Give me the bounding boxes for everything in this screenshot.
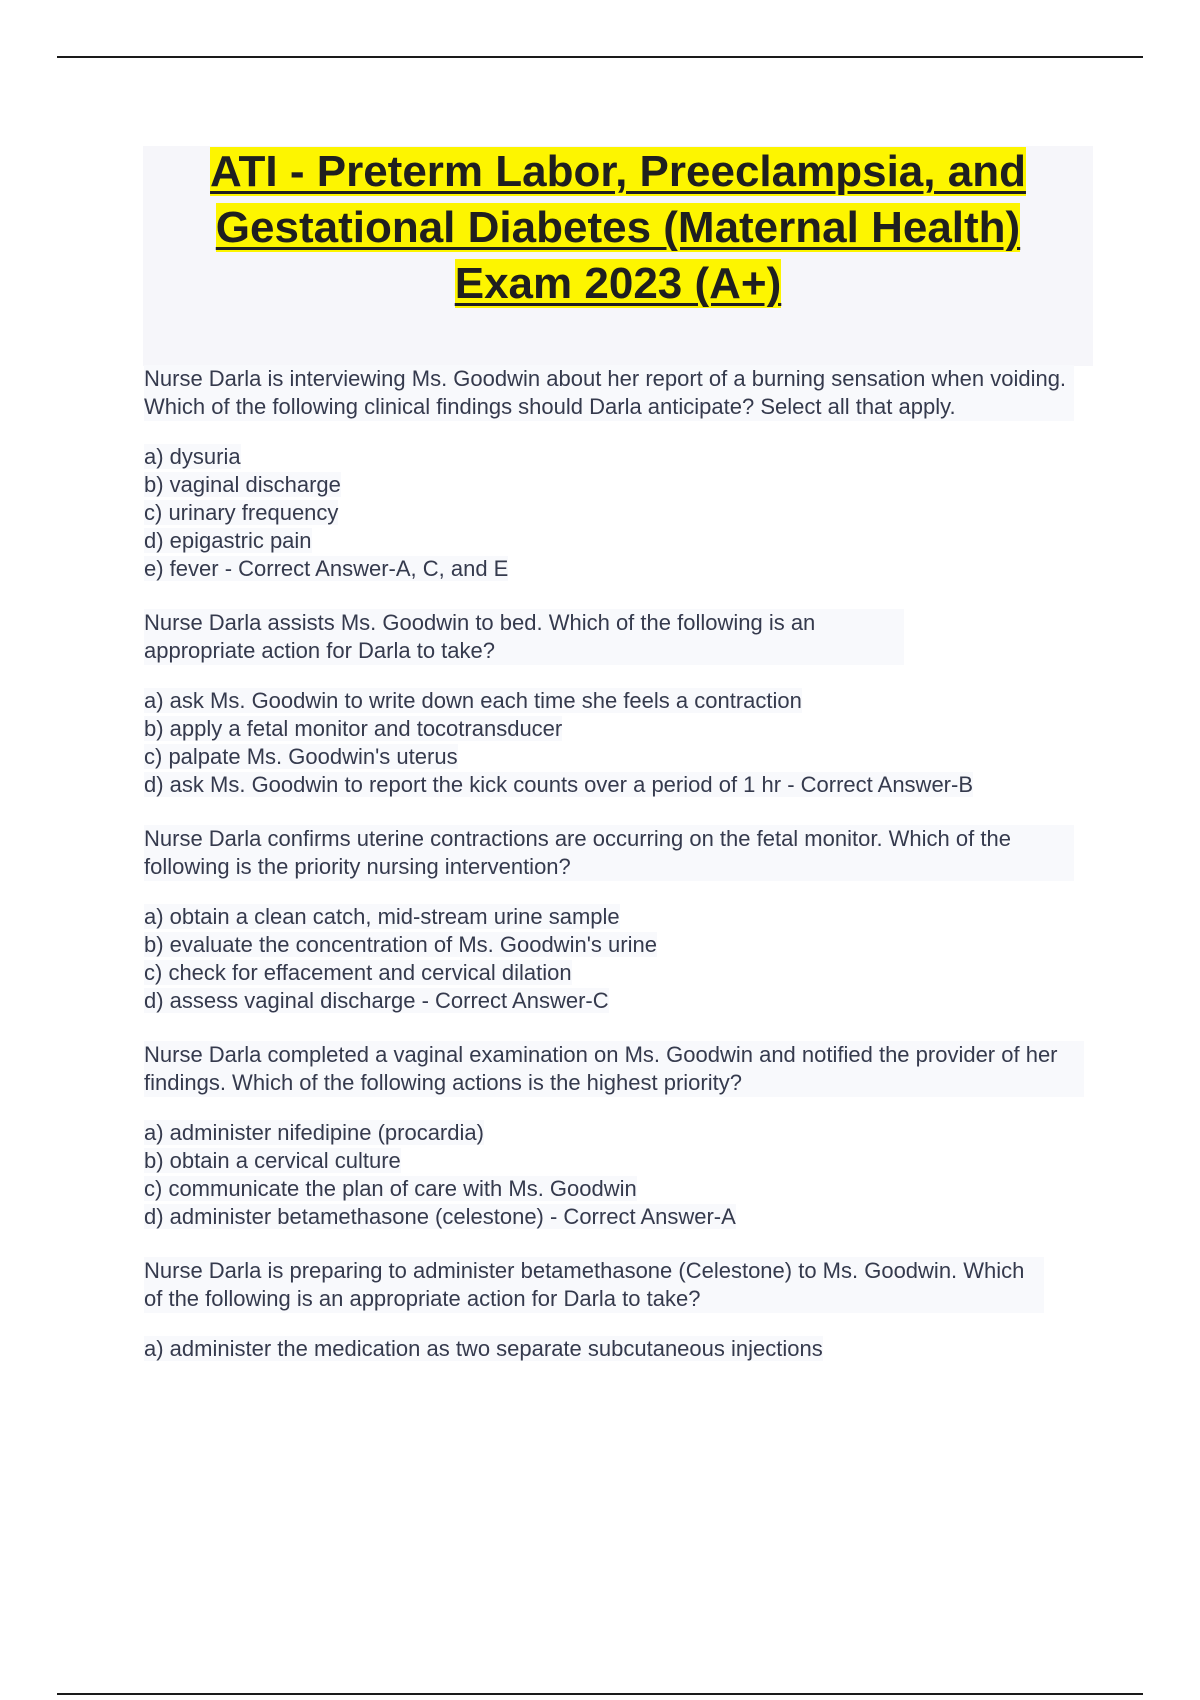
- answer-option: b) obtain a cervical culture: [144, 1148, 401, 1173]
- question-block-5: [144, 1257, 1084, 1363]
- answer-option: c) check for effacement and cervical dilation: [144, 960, 572, 985]
- question-block-3: [144, 825, 1084, 1015]
- title-line-3: Exam 2023 (A+): [454, 259, 782, 308]
- answer-option: b) vaginal discharge: [144, 472, 341, 497]
- answer-options: [144, 1335, 1084, 1363]
- answer-option: d) administer betamethasone (celestone) - Correct Answer-A: [144, 1204, 736, 1229]
- answer-option: a) dysuria: [144, 444, 241, 469]
- answer-option: d) assess vaginal discharge - Correct Answer-C: [144, 988, 609, 1013]
- question-text: Nurse Darla completed a vaginal examination on Ms. Goodwin and notified the provider of her findings. Which of the following actions is the highest priority?: [144, 1041, 1084, 1097]
- answer-option: c) palpate Ms. Goodwin's uterus: [144, 744, 458, 769]
- question-block-4: [144, 1041, 1084, 1231]
- bottom-rule: [57, 1693, 1143, 1695]
- question-block-1: [144, 365, 1084, 583]
- question-text: Nurse Darla confirms uterine contractions are occurring on the fetal monitor. Which of the following is the priority nursing intervention?: [144, 825, 1074, 881]
- answer-options: [144, 687, 1084, 799]
- answer-option: b) apply a fetal monitor and tocotransducer: [144, 716, 563, 741]
- answer-options: [144, 443, 1084, 583]
- answer-option: a) administer nifedipine (procardia): [144, 1120, 484, 1145]
- top-rule: [57, 56, 1143, 58]
- answer-options: [144, 903, 1084, 1015]
- question-list: [144, 365, 1084, 1389]
- title-line-2: Gestational Diabetes (Maternal Health): [215, 203, 1021, 252]
- answer-options: [144, 1119, 1084, 1231]
- answer-option: d) ask Ms. Goodwin to report the kick counts over a period of 1 hr - Correct Answer-B: [144, 772, 974, 797]
- title-line-1: ATI - Preterm Labor, Preeclampsia, and: [210, 147, 1026, 196]
- answer-option: a) obtain a clean catch, mid-stream urine sample: [144, 904, 620, 929]
- question-text: Nurse Darla assists Ms. Goodwin to bed. Which of the following is an appropriate action for Darla to take?: [144, 609, 904, 665]
- question-text: Nurse Darla is preparing to administer betamethasone (Celestone) to Ms. Goodwin. Which of the following is an appropriate action for Darla to take?: [144, 1257, 1044, 1313]
- question-block-2: [144, 609, 1084, 799]
- answer-option: d) epigastric pain: [144, 528, 312, 553]
- answer-option: a) ask Ms. Goodwin to write down each time she feels a contraction: [144, 688, 802, 713]
- answer-option: b) evaluate the concentration of Ms. Goodwin's urine: [144, 932, 657, 957]
- answer-option: c) urinary frequency: [144, 500, 339, 525]
- answer-option: a) administer the medication as two separate subcutaneous injections: [144, 1336, 823, 1361]
- question-text: Nurse Darla is interviewing Ms. Goodwin about her report of a burning sensation when voiding. Which of the following clinical findings should Darla anticipate? Select all that apply.: [144, 365, 1074, 421]
- document-title: [143, 144, 1093, 312]
- answer-option: e) fever - Correct Answer-A, C, and E: [144, 556, 509, 581]
- answer-option: c) communicate the plan of care with Ms. Goodwin: [144, 1176, 637, 1201]
